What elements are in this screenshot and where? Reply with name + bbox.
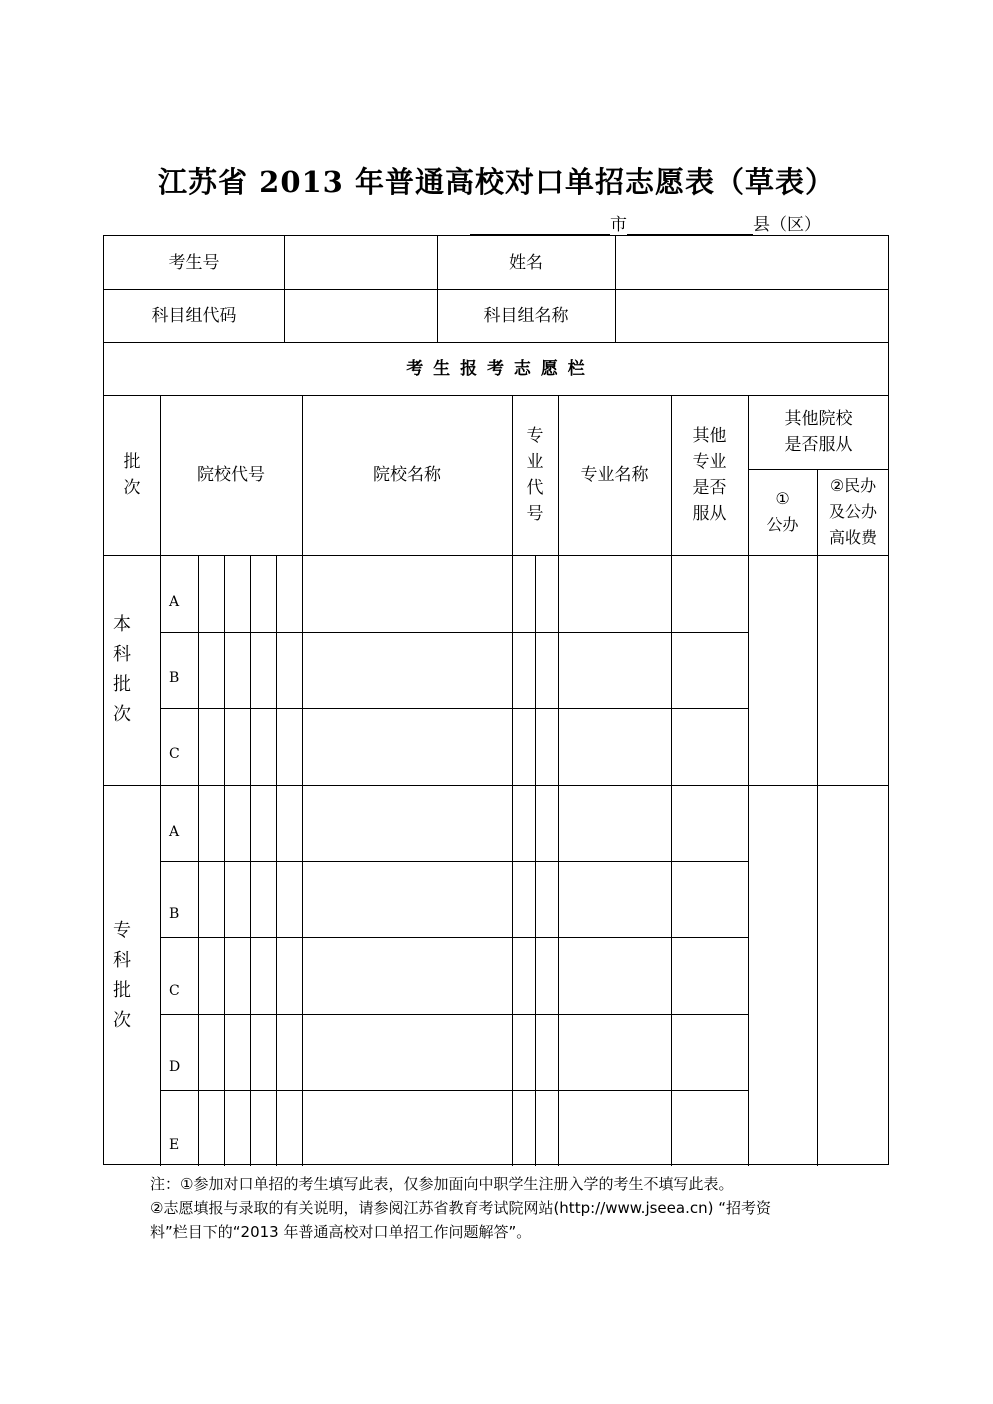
major-code-header-line: 号 [526, 504, 544, 524]
undergraduate-batch-label [104, 555, 140, 785]
table-rule [104, 395, 889, 396]
school-code-header: 院校代号 [197, 465, 265, 485]
major-code-header-line: 专 [526, 426, 544, 446]
table-rule [748, 469, 889, 470]
junior-college-batch-label [104, 785, 140, 1166]
exam-no-field[interactable] [284, 236, 437, 289]
county-blank[interactable] [627, 214, 753, 235]
private-header-line: 高收费 [828, 528, 877, 547]
notes [150, 1172, 870, 1244]
junior-college-batch-label-line: 专 [113, 919, 131, 941]
table-rule [302, 395, 303, 1166]
table-rule [748, 395, 749, 1166]
name-label: 姓名 [509, 252, 543, 273]
major-code-header-line: 业 [526, 452, 544, 472]
major-code-header-line: 代 [526, 478, 544, 498]
section-title: 考 生 报 考 志 愿 栏 [406, 358, 587, 379]
table-rule [160, 861, 748, 862]
undergraduate-batch-label-line: 批 [113, 674, 131, 695]
region-line [470, 210, 821, 235]
form-title: 江苏省 2013 年普通高校对口单招志愿表（草表） [158, 165, 835, 199]
private-header-line: 及公办 [828, 502, 877, 521]
city-suffix: 市 [610, 215, 627, 235]
batch-header [104, 395, 160, 555]
table-rule [512, 395, 513, 1166]
other-major-header-line: 服从 [692, 504, 727, 524]
public-header-line: 公办 [766, 515, 799, 534]
table-rule [437, 236, 438, 342]
table-rule [104, 785, 889, 786]
undergraduate-batch-label-line: 科 [113, 644, 131, 665]
batch-header-line: 次 [123, 478, 141, 498]
table-rule [558, 395, 559, 1166]
other-major-header-line: 专业 [692, 452, 727, 472]
batch-header-line: 批 [123, 452, 141, 472]
major-code-header [512, 395, 558, 555]
school-name-header: 院校名称 [373, 465, 441, 485]
undergraduate-batch-label-line: 本 [113, 614, 131, 635]
other-school-header-line: 其他院校 [784, 409, 853, 429]
exam-no-label: 考生号 [168, 252, 220, 273]
note-line: ②志愿填报与录取的有关说明，请参阅江苏省教育考试院网站(http://www.jseea.cn) “招考资 [150, 1199, 771, 1217]
table-rule [250, 555, 251, 1166]
table-rule [615, 236, 616, 342]
junior-college-batch-label-line: 次 [113, 1009, 131, 1031]
county-suffix: 县（区） [753, 215, 821, 235]
table-rule [535, 555, 536, 1166]
row-letter: B [169, 670, 180, 686]
table-rule [160, 708, 748, 709]
row-letter: B [169, 906, 180, 922]
other-school-header [748, 395, 889, 469]
table-rule [104, 342, 889, 343]
other-school-header-line: 是否服从 [784, 435, 853, 455]
row-letter: C [169, 983, 180, 999]
other-major-header-line: 是否 [692, 478, 727, 498]
note-line: 注：①参加对口单招的考生填写此表，仅参加面向中职学生注册入学的考生不填写此表。 [150, 1175, 734, 1193]
table-rule [160, 632, 748, 633]
table-rule [160, 1014, 748, 1015]
public-header-line: ① [775, 489, 790, 508]
table-rule [160, 1090, 748, 1091]
table-rule [224, 555, 225, 1166]
junior-college-batch-label-line: 科 [113, 949, 131, 971]
major-name-header: 专业名称 [580, 465, 649, 485]
table-rule [198, 555, 199, 1166]
row-letter: A [169, 594, 180, 610]
subject-code-label: 科目组代码 [151, 305, 237, 326]
table-rule [160, 937, 748, 938]
name-field[interactable] [615, 236, 889, 289]
note-line: 料”栏目下的“2013 年普通高校对口单招工作问题解答”。 [150, 1223, 532, 1241]
subject-name-field[interactable] [615, 289, 889, 342]
private-header [817, 469, 889, 555]
subject-code-field[interactable] [284, 289, 437, 342]
application-form-table [103, 235, 889, 1165]
row-letter: E [169, 1137, 180, 1153]
table-rule [817, 469, 818, 1166]
table-rule [104, 289, 889, 290]
undergraduate-batch-label-line: 次 [113, 704, 131, 725]
city-blank[interactable] [470, 214, 610, 235]
private-header-line: ②民办 [829, 476, 877, 495]
table-rule [104, 555, 889, 556]
other-major-header [671, 395, 748, 555]
other-major-header-line: 其他 [692, 426, 727, 446]
table-rule [160, 395, 161, 1166]
row-letter: D [169, 1059, 181, 1075]
public-header [748, 469, 817, 555]
table-rule [276, 555, 277, 1166]
subject-name-label: 科目组名称 [483, 305, 569, 326]
junior-college-batch-label-line: 批 [113, 979, 131, 1001]
table-rule [284, 236, 285, 342]
table-rule [671, 395, 672, 1166]
row-letter: A [169, 824, 180, 840]
row-letter: C [169, 746, 180, 762]
